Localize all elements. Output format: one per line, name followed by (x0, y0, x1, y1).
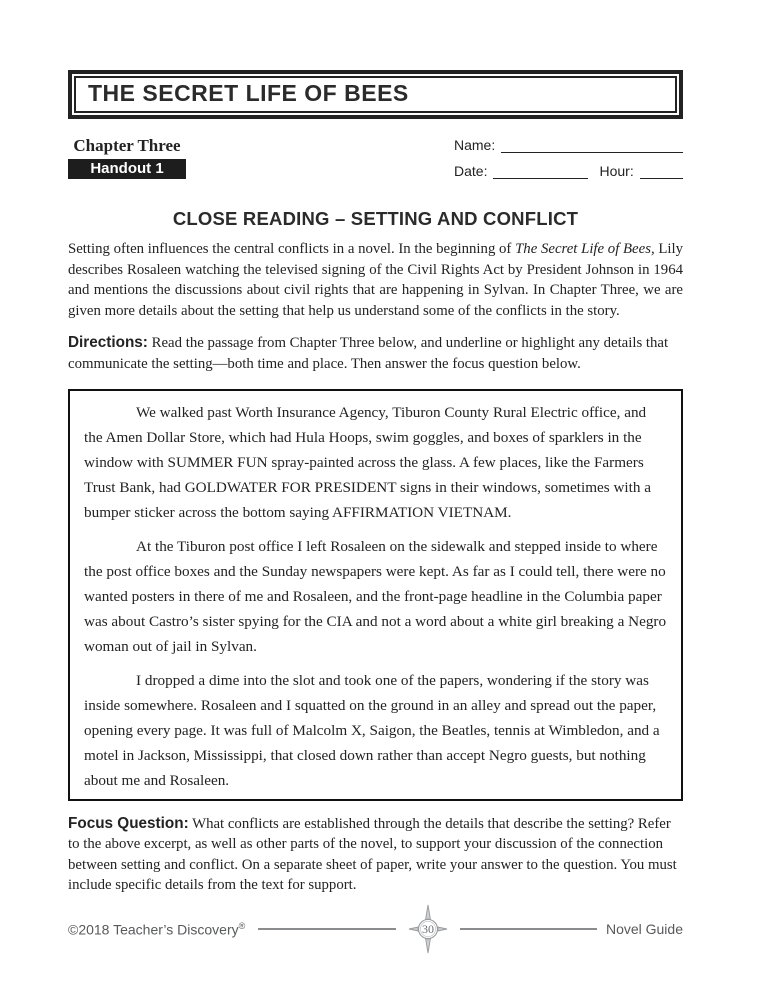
intro-text-pre: Setting often influences the central conflicts in a novel. In the beginning of (68, 241, 516, 257)
date-label: Date: (454, 163, 488, 179)
directions-text: Read the passage from Chapter Three below, and underline or highlight any details that communicate the setting—both time and place. Then answer the focus question below. (68, 335, 669, 372)
name-blank-line[interactable] (501, 138, 683, 153)
student-fields (454, 136, 683, 190)
footer-guide-label: Novel Guide (605, 921, 683, 937)
focus-question-label: Focus Question: (68, 814, 189, 832)
intro-paragraph (68, 239, 683, 321)
hour-blank-line[interactable] (640, 164, 683, 179)
compass-ornament-icon (405, 904, 451, 954)
footer-divider-right (460, 928, 597, 929)
meta-row (68, 136, 683, 190)
section-heading: CLOSE READING – SETTING AND CONFLICT (172, 208, 579, 229)
focus-question-text: What conflicts are established through the details that describe the setting? Refer to the above excerpt, as well as other parts of the novel, to support your discussion of the connection between setting and conflict. On a separate sheet of paper, write your answer to the question. You must include specific details from the text for support. (68, 815, 677, 894)
chapter-label: Chapter Three (73, 136, 181, 155)
directions-label: Directions: (68, 334, 148, 352)
date-blank-line[interactable] (493, 164, 588, 179)
page-footer (68, 904, 683, 954)
book-title: THE SECRET LIFE OF BEES (88, 80, 409, 106)
intro-text-post: , Lily describes Rosaleen watching the televised signing of the Civil Rights Act by President Johnson in 1964 and mentions the discussions about civil rights that are happening in Sylvan. In Chapter Three, we are given more details about the setting that help us understand some of the conflicts in the story. (68, 241, 684, 319)
passage-paragraph-2: At the Tiburon post office I left Rosaleen on the sidewalk and stepped inside to where the post office boxes and the Sunday newspapers were kept. As far as I could tell, there were no wanted posters in there of me and Rosaleen, and the front-page headline in the Columbia paper was about Castro’s sister spying for the CIA and not a word about a white girl breaking a Negro woman out of jail in Sylvan. (84, 537, 667, 656)
name-field-row (454, 138, 683, 153)
passage-paragraph-3: I dropped a dime into the slot and took one of the papers, wondering if the story was inside somewhere. Rosaleen and I squatted on the ground in an alley and spread out the paper, opening every page. It was full of Malcolm X, Saigon, the Beatles, tennis at Wimbledon, and a motel in Jackson, Mississippi, that closed down rather than accept Negro guests, but nothing about me and Rosaleen. (84, 671, 660, 790)
focus-question-paragraph (68, 814, 683, 896)
passage-paragraph-1: We walked past Worth Insurance Agency, Tiburon County Rural Electric office, and the Amen Dollar Store, which had Hula Hoops, swim goggles, and boxes of sparklers in the window with SUMMER FUN spray-painted across the glass. A few places, like the Farmers Trust Bank, had GOLDWATER FOR PRESIDENT signs in their windows, sometimes with a bumper sticker across the bottom saying AFFIRMATION VIETNAM. (84, 403, 652, 522)
hour-label: Hour: (599, 163, 634, 179)
book-title-italic: The Secret Life of Bees (515, 241, 651, 257)
registered-mark: ® (238, 920, 246, 931)
directions-paragraph (68, 333, 683, 374)
handout-badge: Handout 1 (68, 159, 186, 179)
name-label: Name: (454, 137, 496, 153)
book-title-banner (68, 70, 683, 119)
page-number: 30 (421, 922, 434, 937)
copyright-text: ©2018 Teacher’s Discovery® (68, 920, 246, 938)
footer-divider-left (258, 928, 395, 929)
date-hour-field-row (454, 164, 683, 179)
passage-excerpt-box (68, 389, 683, 801)
